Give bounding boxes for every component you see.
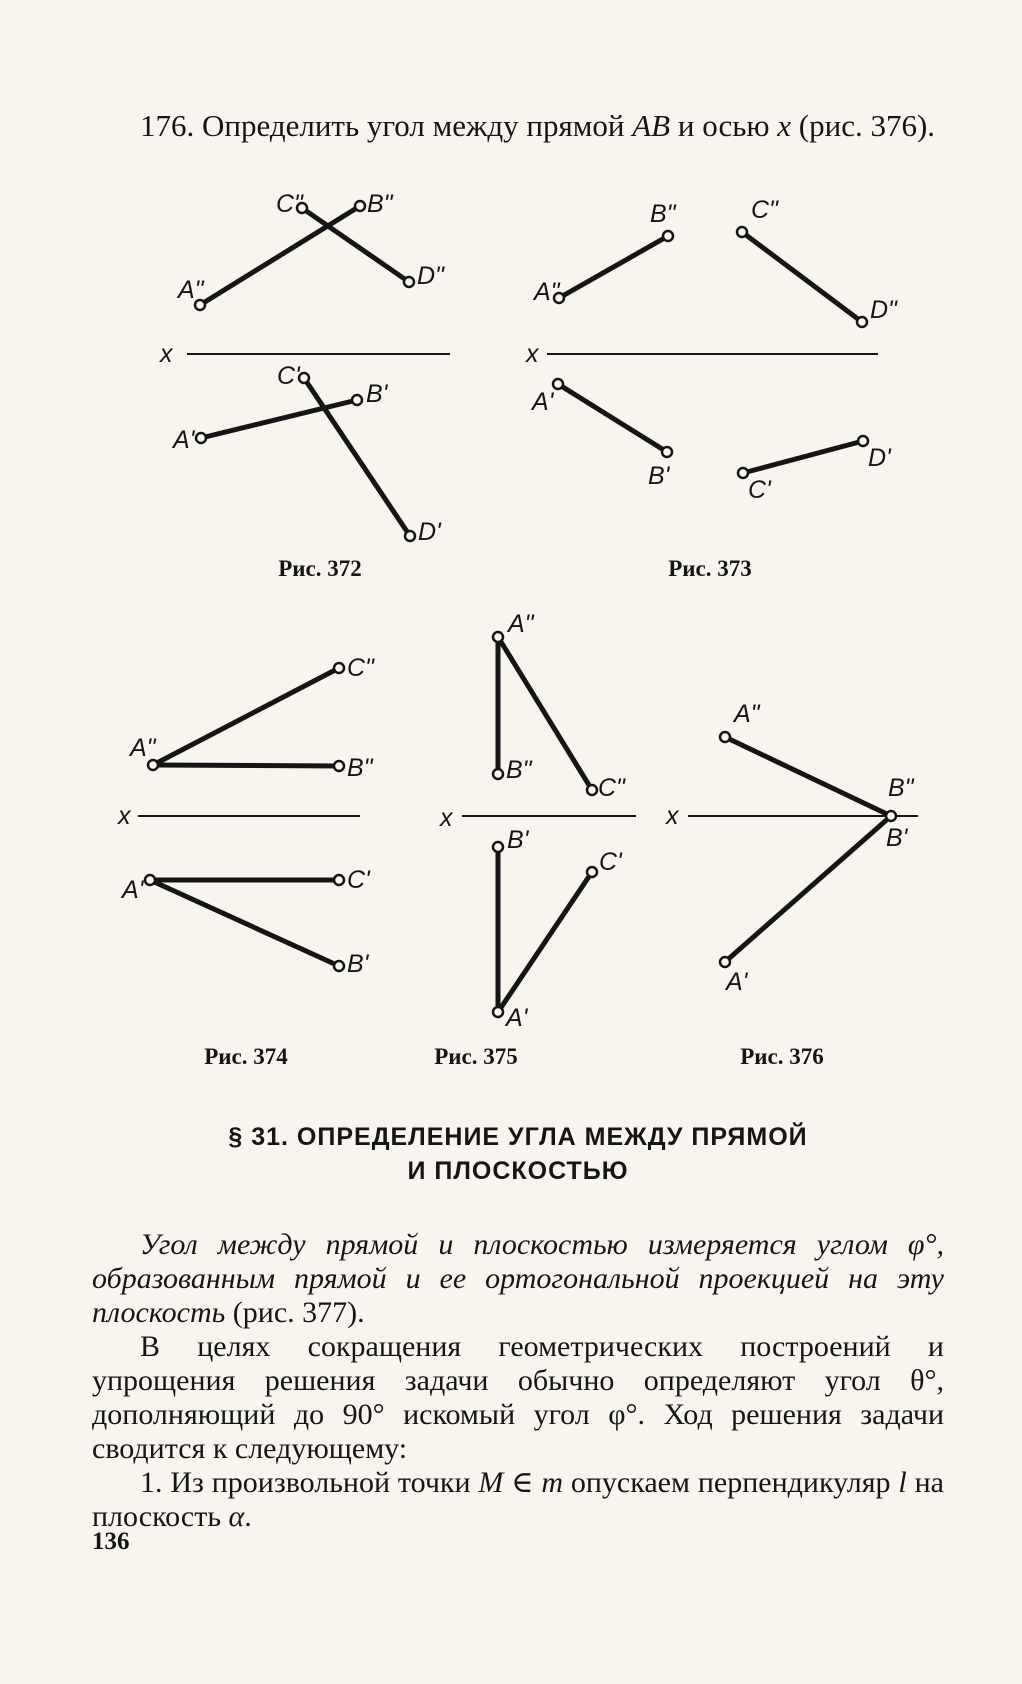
label-b1: B' bbox=[648, 462, 670, 490]
definition-italic: Угол между прямой и плоскостью измеряется углом φ°, образованным прямой и ее ортогональной проекцией на эту плоскость bbox=[92, 1228, 944, 1329]
point-b2 bbox=[663, 231, 673, 241]
point-b bbox=[886, 811, 896, 821]
point-b2 bbox=[334, 761, 344, 771]
label-a1: A' bbox=[506, 1004, 528, 1032]
label-a2: A" bbox=[130, 734, 156, 762]
point-c1 bbox=[299, 373, 309, 383]
label-c1: C' bbox=[347, 866, 370, 894]
point-a1 bbox=[145, 875, 155, 885]
point-b2 bbox=[493, 769, 503, 779]
step-text-4: . bbox=[244, 1500, 252, 1533]
line-name: AB bbox=[632, 108, 671, 143]
label-b2: B" bbox=[347, 754, 373, 782]
axis-label: x bbox=[526, 340, 539, 368]
page-number: 136 bbox=[92, 1528, 130, 1555]
section-heading-line-2: И ПЛОСКОСТЬЮ bbox=[407, 1157, 629, 1185]
point-c1 bbox=[334, 875, 344, 885]
axis-label: x bbox=[440, 804, 453, 832]
paragraph-definition bbox=[92, 1228, 944, 1330]
axis-label: x bbox=[118, 802, 131, 830]
label-a2: A" bbox=[534, 278, 560, 306]
point-c2 bbox=[737, 227, 747, 237]
perpendicular-l: l bbox=[898, 1466, 907, 1499]
label-a1: A' bbox=[122, 876, 144, 904]
point-d1 bbox=[405, 531, 415, 541]
point-d1 bbox=[858, 436, 868, 446]
label-d1: D' bbox=[868, 444, 891, 472]
segment-a2b2 bbox=[559, 236, 668, 298]
plane-alpha: α bbox=[228, 1500, 245, 1533]
point-a1 bbox=[493, 1007, 503, 1017]
point-a2 bbox=[493, 632, 503, 642]
paragraph-method: В целях сокращения геометрических построений и упрощения решения задачи обычно определяют угол θ°, дополняющий до 90° искомый угол φ°. Ход решения задачи сводится к следующему: bbox=[92, 1330, 944, 1465]
caption-fig-374: Рис. 374 bbox=[204, 1044, 288, 1069]
section-heading-line-1: § 31. ОПРЕДЕЛЕНИЕ УГЛА МЕЖДУ ПРЯМОЙ bbox=[228, 1123, 808, 1151]
point-b1 bbox=[334, 961, 344, 971]
section-heading bbox=[92, 1120, 944, 1188]
label-a1: A' bbox=[173, 426, 195, 454]
paragraph-step-1 bbox=[92, 1466, 944, 1534]
label-b2: B" bbox=[888, 774, 914, 802]
label-d2: D" bbox=[870, 296, 897, 324]
label-a1: A' bbox=[726, 968, 748, 996]
label-b1: B' bbox=[347, 950, 369, 978]
segment-c2d2 bbox=[742, 232, 862, 322]
point-d2 bbox=[404, 277, 414, 287]
label-a2: A" bbox=[734, 700, 760, 728]
figure-375 bbox=[462, 632, 636, 1017]
problem-number: 176. bbox=[140, 108, 195, 143]
point-b1 bbox=[352, 395, 362, 405]
axis-label: x bbox=[666, 802, 679, 830]
segment-a2b2 bbox=[153, 765, 339, 766]
label-b2: B" bbox=[506, 756, 532, 784]
axis-name: x bbox=[777, 108, 792, 143]
label-c1: C' bbox=[599, 848, 622, 876]
segment-a1b1 bbox=[558, 384, 667, 452]
label-b1: B' bbox=[366, 380, 388, 408]
label-c1: C' bbox=[748, 476, 771, 504]
problem-text-2: и осью bbox=[677, 108, 770, 143]
segment-c1d1 bbox=[743, 441, 863, 473]
point-c1 bbox=[587, 867, 597, 877]
figure-374 bbox=[138, 663, 360, 971]
point-a1 bbox=[720, 957, 730, 967]
point-c2 bbox=[334, 663, 344, 673]
point-c1 bbox=[738, 468, 748, 478]
label-c2: C" bbox=[276, 190, 303, 218]
definition-ref: (рис. 377). bbox=[225, 1296, 365, 1329]
caption-fig-373: Рис. 373 bbox=[668, 556, 752, 581]
label-b2: B" bbox=[367, 190, 393, 218]
point-b1 bbox=[493, 842, 503, 852]
point-a1 bbox=[553, 379, 563, 389]
label-b1: B' bbox=[886, 824, 908, 852]
point-a1 bbox=[196, 433, 206, 443]
figure-372 bbox=[187, 201, 450, 541]
figure-376 bbox=[688, 732, 918, 967]
caption-fig-375: Рис. 375 bbox=[434, 1044, 518, 1069]
label-a1: A' bbox=[532, 388, 554, 416]
point-a2 bbox=[720, 732, 730, 742]
segment-a2b2 bbox=[200, 206, 360, 305]
label-b2: B" bbox=[650, 200, 676, 228]
line-m: m bbox=[541, 1466, 564, 1499]
point-c2 bbox=[587, 785, 597, 795]
step-text-1: 1. Из произвольной точки bbox=[140, 1466, 479, 1499]
caption-fig-372: Рис. 372 bbox=[278, 556, 362, 581]
problem-text-1: Определить угол между прямой bbox=[202, 108, 625, 143]
point-b2 bbox=[355, 201, 365, 211]
step-text-2: опускаем перпендикуляр bbox=[563, 1466, 899, 1499]
segment-a1b1 bbox=[725, 816, 891, 962]
segment-c2d2 bbox=[302, 208, 409, 282]
point-b1 bbox=[662, 447, 672, 457]
label-c2: C" bbox=[347, 654, 374, 682]
label-a2: A" bbox=[508, 610, 534, 638]
point-d2 bbox=[857, 317, 867, 327]
segment-a1c1 bbox=[498, 872, 592, 1012]
step-text-3: на плоскость bbox=[92, 1466, 944, 1533]
label-a2: A" bbox=[178, 276, 204, 304]
label-c2: C" bbox=[598, 774, 625, 802]
label-c1: C' bbox=[277, 362, 300, 390]
label-d2: D" bbox=[417, 262, 444, 290]
caption-fig-376: Рис. 376 bbox=[740, 1044, 824, 1069]
label-d1: D' bbox=[418, 518, 441, 546]
belongs-symbol: ∈ bbox=[503, 1466, 542, 1499]
label-c2: C" bbox=[751, 196, 778, 224]
segment-a2b2 bbox=[725, 737, 891, 816]
figure-373 bbox=[547, 227, 878, 478]
label-b1: B' bbox=[507, 826, 529, 854]
problem-ref: (рис. 376). bbox=[798, 108, 936, 143]
point-m: M bbox=[478, 1466, 504, 1499]
segment-a2c2 bbox=[153, 668, 339, 765]
axis-label: x bbox=[160, 340, 173, 368]
segment-a1b1 bbox=[150, 880, 339, 966]
